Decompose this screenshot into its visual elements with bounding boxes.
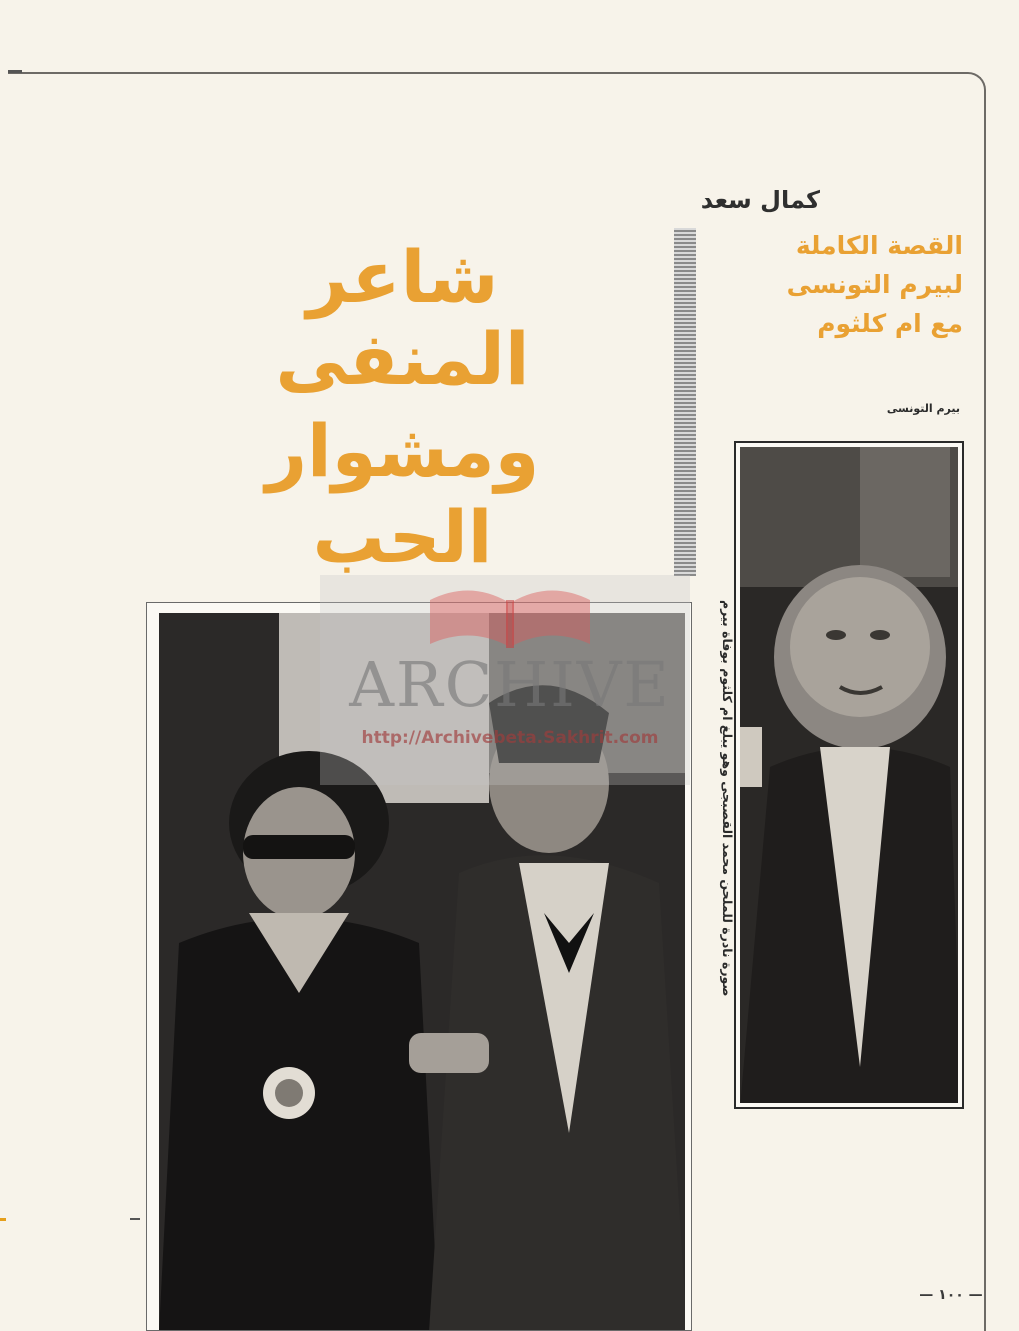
portrait-photo <box>740 447 958 1103</box>
title-line-3: ومشوار <box>265 409 540 493</box>
watermark-url: http://Archivebeta.Sakhrit.com <box>361 728 659 748</box>
page-number: — ١٠٠ — <box>919 1287 983 1303</box>
subtitle-line-3: مع ام كلثوم <box>817 309 963 338</box>
article-author: كمال سعد <box>700 186 820 214</box>
subtitle-line-2: لبيرم التونسى <box>786 270 963 299</box>
crop-mark <box>8 70 22 73</box>
title-divider-bar <box>674 228 696 576</box>
title-line-4: الحب <box>312 495 493 579</box>
subtitle-line-1: القصة الكاملة <box>795 231 963 260</box>
book-logo-icon <box>420 580 600 650</box>
crop-mark-left-2 <box>130 1218 140 1220</box>
portrait-photo-frame <box>734 441 964 1109</box>
portrait-photo-illustration <box>740 447 958 1103</box>
title-line-2: المنفى <box>275 317 530 401</box>
watermark-text: ARCHIVE <box>349 648 671 721</box>
main-photo-caption: صورة نادرة للملحن محمد القصبجى وهو يبلغ ام كلثوم بوفاة بيرم <box>720 599 735 996</box>
title-line-1: شاعر <box>306 235 499 319</box>
article-subtitle <box>705 226 963 343</box>
crop-mark-left <box>0 1218 6 1221</box>
portrait-caption: بيرم التونسى <box>886 402 960 415</box>
